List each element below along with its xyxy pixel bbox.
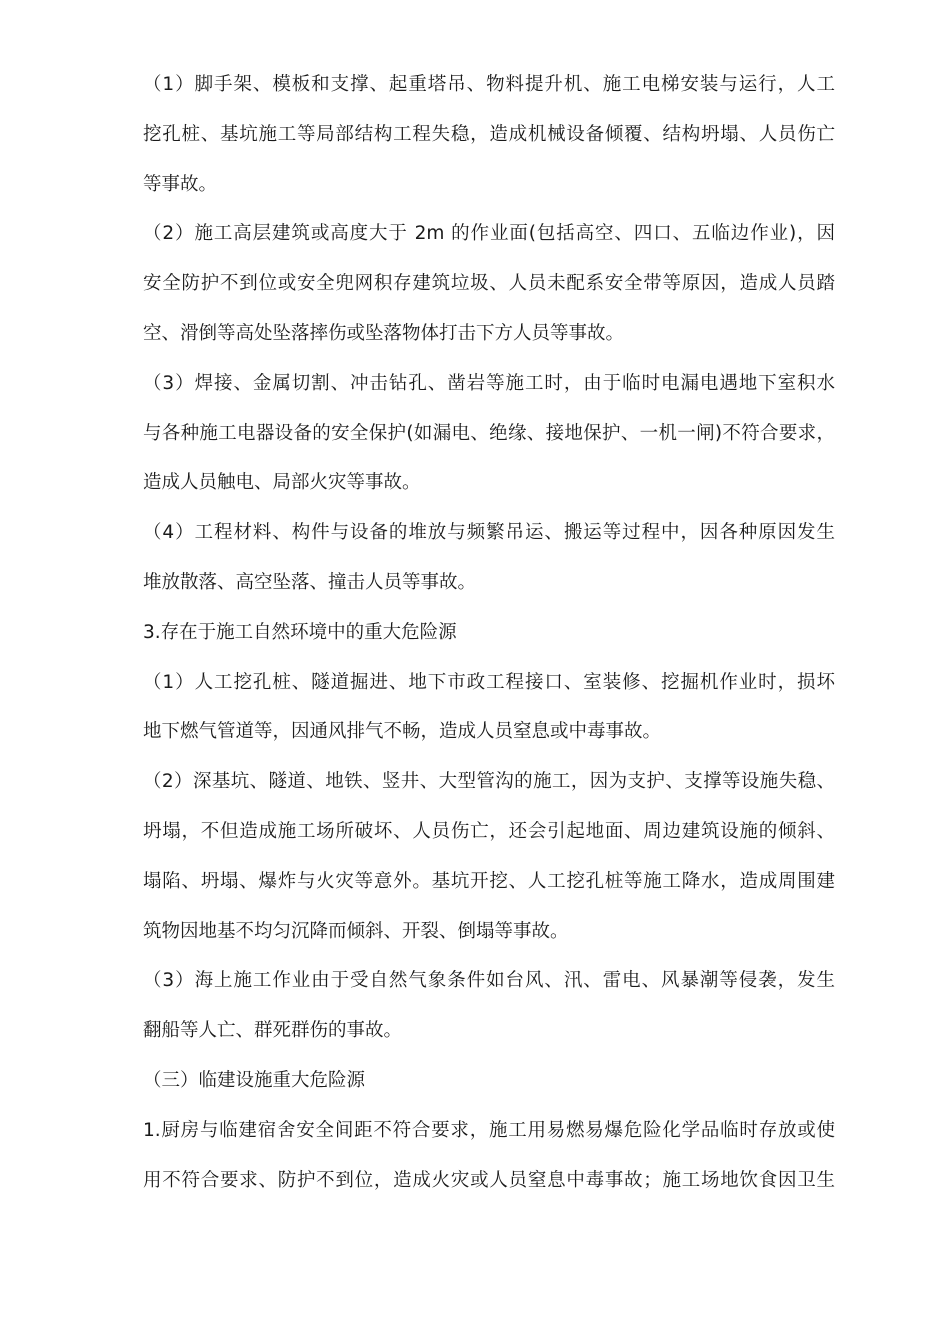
text-line: 安全防护不到位或安全兜网积存建筑垃圾、人员未配系安全带等原因，造成人员踏 xyxy=(143,273,835,295)
text-line: 筑物因地基不均匀沉降而倾斜、开裂、倒塌等事故。 xyxy=(143,920,569,942)
text-line: （2）施工高层建筑或高度大于 2m 的作业面(包括高空、四口、五临边作业)，因 xyxy=(143,223,835,245)
text-line: （3）海上施工作业由于受自然气象条件如台风、汛、雷电、风暴潮等侵袭，发生 xyxy=(143,970,835,992)
text-line: 塌陷、坍塌、爆炸与火灾等意外。基坑开挖、人工挖孔桩等施工降水，造成周围建 xyxy=(143,870,835,892)
text-line: 等事故。 xyxy=(143,173,218,195)
section-heading: （三）临建设施重大危险源 xyxy=(143,1069,366,1091)
text-line: 空、滑倒等高处坠落摔伤或坠落物体打击下方人员等事故。 xyxy=(143,322,625,344)
text-line: （2）深基坑、隧道、地铁、竖井、大型管沟的施工，因为支护、支撑等设施失稳、 xyxy=(143,771,835,793)
text-line: 挖孔桩、基坑施工等局部结构工程失稳，造成机械设备倾覆、结构坍塌、人员伤亡 xyxy=(143,123,835,145)
text-line: 与各种施工电器设备的安全保护(如漏电、绝缘、接地保护、一机一闸)不符合要求， xyxy=(143,422,835,444)
text-line: （1）人工挖孔桩、隧道掘进、地下市政工程接口、室装修、挖掘机作业时，损坏 xyxy=(143,671,835,693)
text-line: 堆放散落、高空坠落、撞击人员等事故。 xyxy=(143,571,477,593)
text-line: 造成人员触电、局部火灾等事故。 xyxy=(143,472,421,494)
text-line: 坍塌，不但造成施工场所破坏、人员伤亡，还会引起地面、周边建筑设施的倾斜、 xyxy=(143,820,835,842)
text-line: （4）工程材料、构件与设备的堆放与频繁吊运、搬运等过程中，因各种原因发生 xyxy=(143,522,835,544)
text-line: （1）脚手架、模板和支撑、起重塔吊、物料提升机、施工电梯安装与运行，人工 xyxy=(143,74,835,95)
text-line: 翻船等人亡、群死群伤的事故。 xyxy=(143,1020,403,1042)
text-line: 地下燃气管道等，因通风排气不畅，造成人员窒息或中毒事故。 xyxy=(143,721,662,743)
text-line: 用不符合要求、防护不到位，造成火灾或人员窒息中毒事故；施工场地饮食因卫生 xyxy=(143,1169,835,1191)
section-heading: 3.存在于施工自然环境中的重大危险源 xyxy=(143,621,457,643)
text-line: 1.厨房与临建宿舍安全间距不符合要求，施工用易燃易爆危险化学品临时存放或使 xyxy=(143,1119,835,1141)
document-body xyxy=(143,60,835,1205)
text-line: （3）焊接、金属切割、冲击钻孔、凿岩等施工时，由于临时电漏电遇地下室积水 xyxy=(143,372,835,394)
